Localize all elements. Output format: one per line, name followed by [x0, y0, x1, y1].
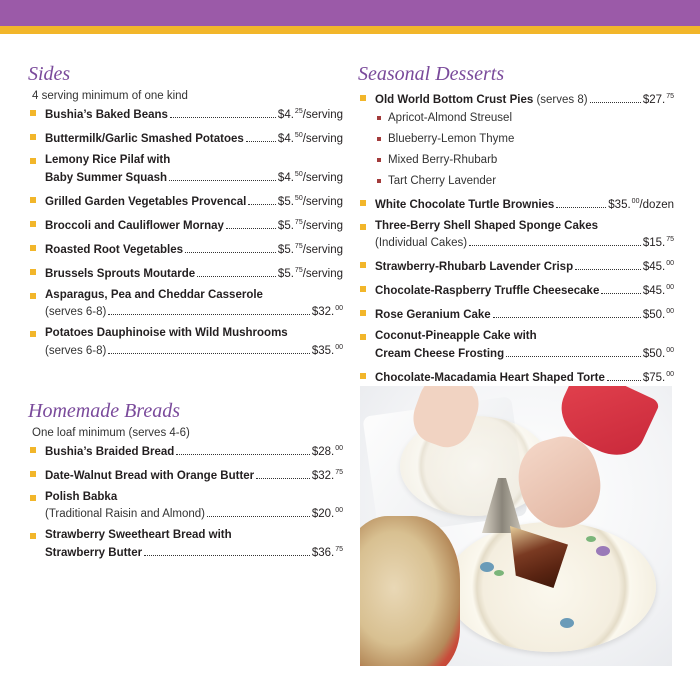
right-column	[358, 62, 674, 392]
menu-item: Brussels Sprouts Moutarde $5.75/serving	[28, 264, 343, 282]
menu-item: Date-Walnut Bread with Orange Butter $32.75	[28, 466, 343, 484]
breads-note: One loaf minimum (serves 4-6)	[32, 426, 190, 439]
menu-item: Potatoes Dauphinoise with Wild Mushrooms (serves 6-8) $35.00	[28, 326, 343, 358]
sides-title: Sides	[28, 63, 71, 85]
menu-item: Roasted Root Vegetables $5.75/serving	[28, 240, 343, 258]
menu-item: Buttermilk/Garlic Smashed Potatoes $4.50/serving	[28, 129, 343, 147]
menu-item: Strawberry-Rhubarb Lavender Crisp $45.00	[358, 257, 674, 275]
sides-list	[28, 105, 343, 358]
left-column	[28, 62, 343, 567]
desserts-list	[358, 90, 674, 385]
menu-item: Coconut-Pineapple Cake with Cream Cheese Frosting $50.00	[358, 329, 674, 361]
plate-leaf	[586, 536, 596, 542]
menu-item: Broccoli and Cauliflower Mornay $5.75/serving	[28, 216, 343, 234]
flavor-item: Mixed Berry-Rhubarb	[375, 153, 674, 167]
header-stripe	[0, 26, 700, 34]
header-band	[0, 0, 700, 26]
menu-item: Old World Bottom Crust Pies (serves 8) $27.75 Apricot-Almond Streusel Blueberry-Lemon Thyme Mixed Berry-Rhubarb Tart Cherry Lavender	[358, 90, 674, 188]
dessert-photo	[360, 386, 672, 666]
flavor-item: Blueberry-Lemon Thyme	[375, 132, 674, 146]
sides-note: 4 serving minimum of one kind	[32, 90, 188, 102]
menu-item: White Chocolate Turtle Brownies $35.00/dozen	[358, 195, 674, 213]
flavor-item: Tart Cherry Lavender	[375, 174, 674, 188]
plate-flower	[480, 562, 494, 572]
menu-item: Chocolate-Raspberry Truffle Cheesecake $45.00	[358, 281, 674, 299]
menu-item: Lemony Rice Pilaf with Baby Summer Squash $4.50/serving	[28, 153, 343, 185]
menu-item: Rose Geranium Cake $50.00	[358, 305, 674, 323]
plate-flower	[596, 546, 610, 556]
plate-leaf	[494, 570, 504, 576]
breads-list	[28, 442, 343, 561]
menu-item: Bushia’s Baked Beans $4.25/serving	[28, 105, 343, 123]
menu-item: Strawberry Sweetheart Bread with Strawberry Butter $36.75	[28, 528, 343, 560]
breads-title: Homemade Breads	[28, 399, 181, 422]
desserts-title: Seasonal Desserts	[358, 63, 505, 85]
menu-item: Polish Babka (Traditional Raisin and Almond) $20.00	[28, 490, 343, 522]
menu-item: Bushia’s Braided Bread $28.00	[28, 442, 343, 460]
flavor-item: Apricot-Almond Streusel	[375, 111, 674, 125]
pie-dish	[360, 516, 460, 666]
plate-flower	[560, 618, 574, 628]
menu-item: Three-Berry Shell Shaped Sponge Cakes (Individual Cakes) $15.75	[358, 219, 674, 251]
menu-item: Grilled Garden Vegetables Provencal $5.50/serving	[28, 192, 343, 210]
menu-item: Chocolate-Macadamia Heart Shaped Torte $75.00	[358, 368, 674, 386]
menu-item: Asparagus, Pea and Cheddar Casserole (serves 6-8) $32.00	[28, 288, 343, 320]
pie-flavors	[375, 111, 674, 188]
